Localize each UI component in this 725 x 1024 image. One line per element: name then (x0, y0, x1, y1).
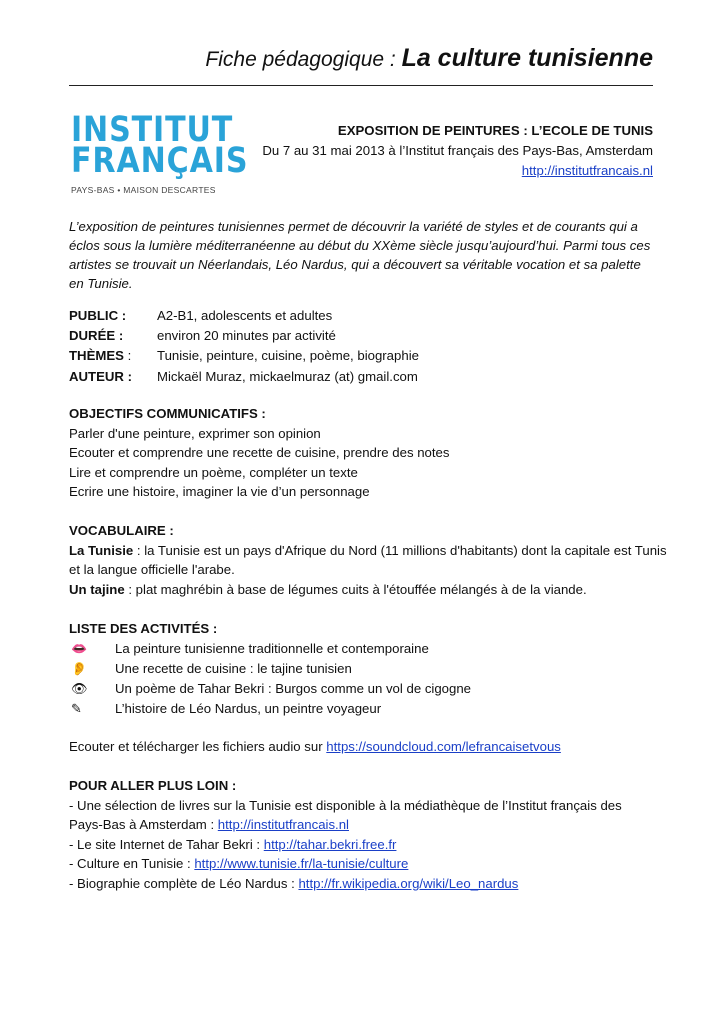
activity-item (69, 699, 669, 719)
institut-francais-logo (71, 110, 249, 195)
title-prefix: Fiche pédagogique : (205, 48, 402, 71)
audio-text: Ecouter et télécharger les fichiers audio sur (69, 739, 327, 754)
further-line: - Une sélection de livres sur la Tunisie est disponible à la médiathèque de l’Institut français des (69, 797, 622, 813)
further-text: - Culture en Tunisie : (69, 856, 195, 872)
pencil-icon: ✎ (71, 701, 82, 717)
further-heading: POUR ALLER PLUS LOIN : (69, 778, 237, 793)
meta-row (69, 306, 419, 326)
objective-item: Ecrire une histoire, imaginer la vie d’un personnage (69, 484, 370, 500)
wikipedia-link[interactable]: http://fr.wikipedia.org/wiki/Leo_nardus (298, 875, 519, 891)
objective-item: Lire et comprendre un poème, compléter un texte (69, 464, 358, 480)
meta-value: environ 20 minutes par activité (157, 328, 336, 344)
eye-icon: 👁 (71, 681, 88, 697)
exhibition-info (262, 121, 653, 181)
objectives-section (69, 404, 669, 502)
logo-line2: FRANÇAIS (71, 141, 249, 181)
objective-item: Parler d'une peinture, exprimer son opinion (69, 425, 321, 441)
vocabulary-entry (69, 541, 669, 580)
activity-label: L’histoire de Léo Nardus, un peintre voyageur (115, 701, 382, 717)
meta-value: A2-B1, adolescents et adultes (157, 308, 333, 323)
meta-value: Tunisie, peinture, cuisine, poème, biographie (157, 348, 419, 364)
audio-line (69, 737, 669, 757)
objectives-heading: OBJECTIFS COMMUNICATIFS : (69, 406, 266, 421)
meta-row (69, 346, 419, 366)
further-reading-section (69, 776, 669, 894)
activities-heading: LISTE DES ACTIVITÉS : (69, 621, 218, 636)
intro-paragraph: L’exposition de peintures tunisiennes permet de découvrir la variété de styles et de courants qui a éclos sous la lumière méditerranéenne au début du XXème siècle jusqu’aujourd’hui. Parmi tous ces artistes se trouvait un Néerlandais, Léo Nardus, qui a découvert sa véritable vocation et sa palette en Tunisie. (69, 219, 651, 291)
meta-row (69, 367, 419, 387)
activity-item (69, 679, 669, 699)
further-line (69, 815, 669, 835)
vocabulary-section (69, 521, 669, 599)
further-line (69, 854, 669, 874)
meta-key: PUBLIC : (69, 308, 127, 323)
meta-value: Mickaël Muraz, mickaelmuraz (at) gmail.com (157, 368, 418, 384)
activity-item (69, 659, 669, 679)
exhibition-dates: Du 7 au 31 mai 2013 à l’Institut français des Pays-Bas, Amsterdam (262, 143, 653, 158)
meta-row (69, 326, 419, 346)
meta-info (69, 306, 419, 387)
ear-icon: 👂 (71, 661, 88, 677)
logo-subtitle: PAYS-BAS • MAISON DESCARTES (71, 185, 216, 195)
meta-key: AUTEUR : (69, 368, 133, 384)
soundcloud-link[interactable]: https://soundcloud.com/lefrancaisetvous (326, 739, 561, 754)
activities-section (69, 619, 669, 719)
institut-link-2[interactable]: http://institutfrancais.nl (217, 817, 349, 833)
further-line (69, 874, 669, 894)
meta-key: THÈMES (69, 348, 124, 364)
tahar-bekri-link[interactable]: http://tahar.bekri.free.fr (263, 836, 397, 852)
objective-item: Ecouter et comprendre une recette de cuisine, prendre des notes (69, 445, 450, 461)
exhibition-title: EXPOSITION DE PEINTURES : L’ECOLE DE TUNIS (337, 123, 653, 138)
title-main: La culture tunisienne (401, 44, 653, 72)
vocabulary-term: La Tunisie (69, 542, 134, 558)
activity-item (69, 639, 669, 659)
vocabulary-heading: VOCABULAIRE : (69, 523, 174, 538)
logo-line1: INSTITUT (71, 110, 234, 150)
page-title (205, 44, 653, 73)
title-divider (69, 85, 653, 86)
vocabulary-term: Un tajine (69, 581, 125, 597)
culture-tunisie-link[interactable]: http://www.tunisie.fr/la-tunisie/culture (194, 856, 409, 872)
further-text: - Le site Internet de Tahar Bekri : (69, 836, 264, 852)
mouth-icon: 👄 (71, 641, 88, 657)
institut-link[interactable]: http://institutfrancais.nl (521, 163, 653, 178)
meta-key-suffix: : (123, 348, 132, 364)
activity-label: Un poème de Tahar Bekri : Burgos comme un vol de cigogne (115, 681, 472, 697)
further-text: Pays-Bas à Amsterdam : (69, 817, 218, 833)
vocabulary-definition: : plat maghrébin à base de légumes cuits à l'étouffée mélangés à de la viande. (124, 581, 587, 597)
vocabulary-entry (69, 580, 669, 600)
further-text: - Biographie complète de Léo Nardus : (69, 875, 299, 891)
activity-label: La peinture tunisienne traditionnelle et contemporaine (115, 641, 429, 657)
meta-key: DURÉE : (69, 328, 124, 344)
vocabulary-definition: : la Tunisie est un pays d'Afrique du Nord (11 millions d'habitants) dont la capitale est Tunis et la langue officielle l'arabe. (69, 542, 667, 578)
activity-label: Une recette de cuisine : le tajine tunisien (115, 661, 352, 677)
further-line (69, 835, 669, 855)
